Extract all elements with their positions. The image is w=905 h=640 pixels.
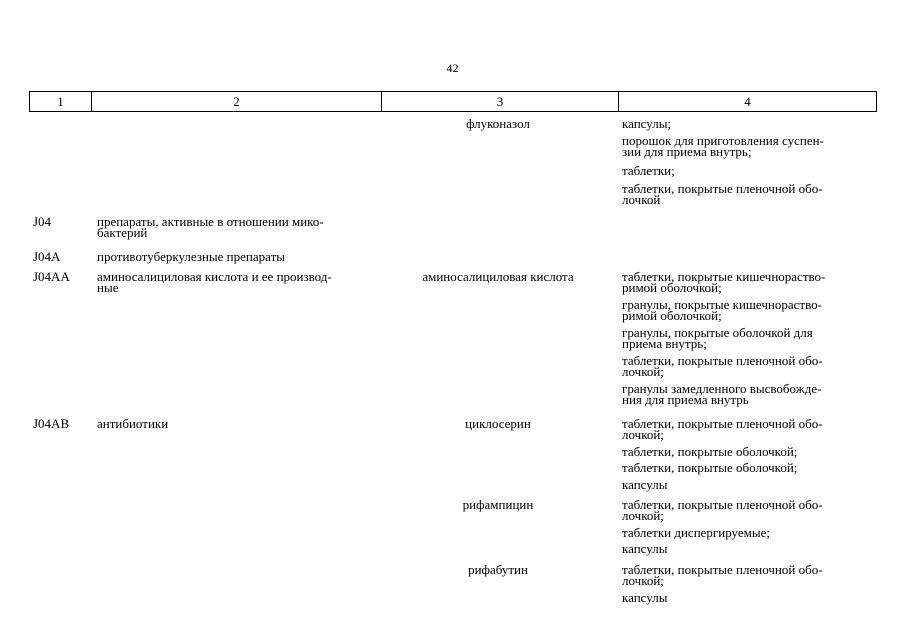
dosage-form: капсулы [622,541,668,556]
atc-group-cont: бактерий [97,225,148,240]
inn-name: аминосалициловая кислота [422,269,574,284]
dosage-form: капсулы; [622,116,672,131]
atc-code: J04AB [33,416,70,431]
atc-group: препараты, активные в отношении мико- [97,214,324,229]
dosage-form: таблетки, покрытые пленочной обо- [622,562,823,577]
header-col-2: 2 [92,92,382,112]
dosage-form: гранулы замедленного высвобожде- [622,381,822,396]
inn-name: рифабутин [468,562,528,577]
page-number: 42 [446,61,459,75]
dosage-form: таблетки, покрытые оболочкой; [622,444,798,459]
dosage-form-cont: римой оболочкой; [622,308,722,323]
dosage-form-cont: лочкой; [622,573,664,588]
dosage-form: гранулы, покрытые оболочкой для [622,325,813,340]
atc-group-cont: ные [97,280,119,295]
table-header [29,91,877,112]
dosage-form: таблетки, покрытые пленочной обо- [622,353,823,368]
dosage-form-cont: лочкой; [622,427,664,442]
dosage-form-cont: зии для приема внутрь; [622,144,752,159]
atc-code: J04AA [33,269,70,284]
header-col-4: 4 [619,92,877,112]
dosage-form: таблетки, покрытые оболочкой; [622,460,798,475]
inn-name: циклосерин [465,416,531,431]
atc-group: антибиотики [97,416,169,431]
dosage-form-cont: римой оболочкой; [622,280,722,295]
dosage-form: таблетки, покрытые пленочной обо- [622,416,823,431]
dosage-form: порошок для приготовления суспен- [622,133,824,148]
dosage-form: гранулы, покрытые кишечнораство- [622,297,822,312]
atc-code: J04 [33,214,52,229]
dosage-form: таблетки; [622,163,675,178]
dosage-form: капсулы [622,477,668,492]
inn-name: флуконазол [466,116,530,131]
header-col-1: 1 [30,92,92,112]
dosage-form: таблетки диспергируемые; [622,525,770,540]
atc-code: J04A [33,249,61,264]
dosage-form-cont: лочкой; [622,508,664,523]
dosage-form: таблетки, покрытые пленочной обо- [622,497,823,512]
inn-name: рифампицин [462,497,534,512]
header-col-3: 3 [382,92,619,112]
dosage-form-cont: лочкой; [622,364,664,379]
atc-group: аминосалициловая кислота и ее производ- [97,269,332,284]
dosage-form: таблетки, покрытые пленочной обо- [622,181,823,196]
atc-group: противотуберкулезные препараты [97,249,285,264]
dosage-form: таблетки, покрытые кишечнораство- [622,269,826,284]
dosage-form-cont: лочкой [622,192,661,207]
dosage-form-cont: ния для приема внутрь [622,392,749,407]
dosage-form-cont: приема внутрь; [622,336,707,351]
dosage-form: капсулы [622,590,668,605]
